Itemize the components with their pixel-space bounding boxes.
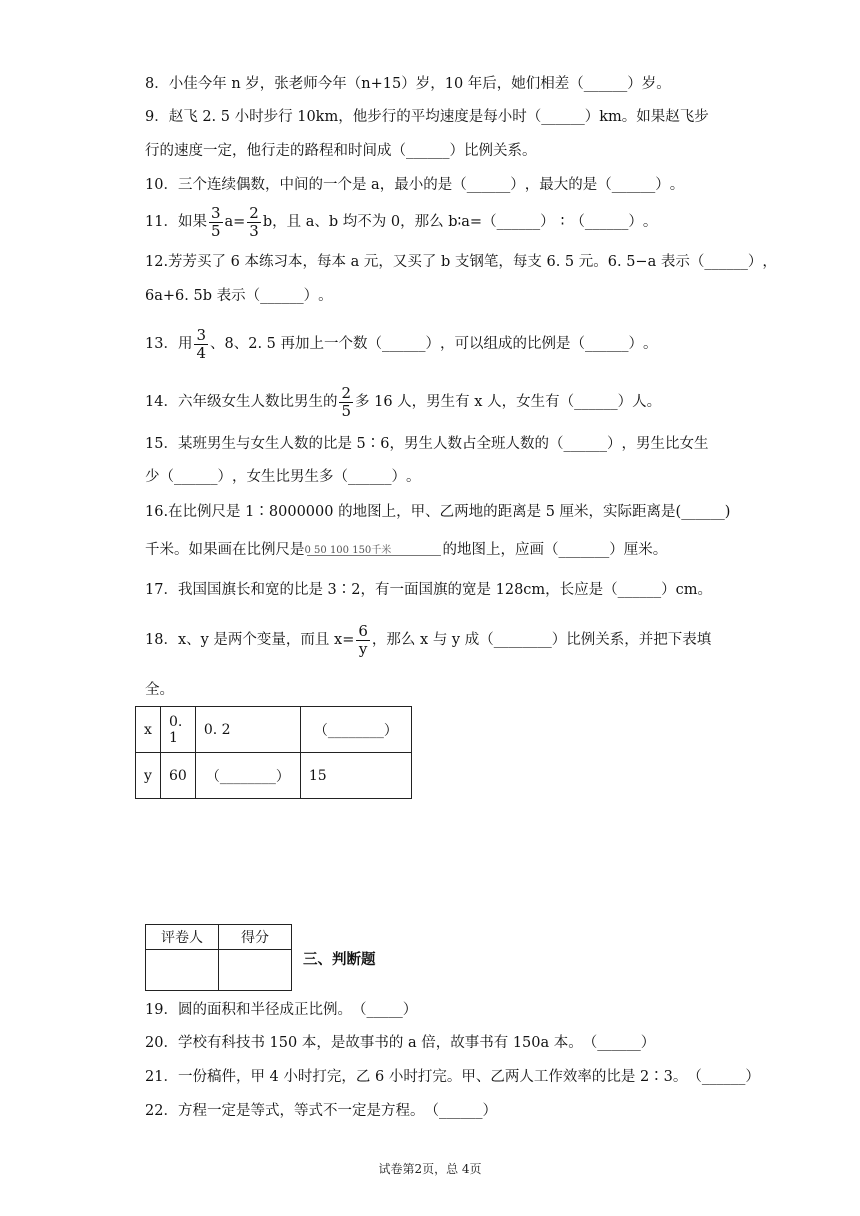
fraction-denominator: 5 [341, 401, 351, 420]
fraction-denominator: 3 [249, 221, 259, 240]
fraction-denominator: 4 [196, 343, 206, 362]
question-8-tail: 岁。 [641, 76, 671, 92]
question-20-text: 20．学校有科技书 150 本，是故事书的 a 倍，故事书有 150a 本。 [145, 1035, 583, 1051]
question-11-text-a: a= [224, 214, 246, 230]
question-8 [145, 74, 671, 94]
fraction [194, 327, 208, 362]
answer-blank[interactable]: （______） [570, 336, 644, 352]
grader-cell[interactable] [146, 950, 219, 991]
question-16-line-1 [145, 502, 730, 522]
question-15-text-cont: ，男生比女生 [621, 436, 709, 452]
table-cell: 15 [300, 753, 411, 799]
score-header: 得分 [219, 925, 292, 950]
question-9-line-2 [145, 141, 537, 161]
grader-header: 评卷人 [146, 925, 219, 950]
question-22-text: 22．方程一定是等式，等式不一定是方程。 [145, 1103, 425, 1119]
linear-scale-bar [305, 541, 443, 559]
question-15-tail: 。 [406, 469, 421, 485]
question-9-tail: 比例关系。 [464, 143, 537, 159]
question-9-line-1 [145, 107, 709, 127]
question-10-tail: 。 [669, 177, 685, 193]
table-cell: y [136, 753, 161, 799]
answer-blank[interactable]: （______） [689, 254, 763, 270]
answer-blank[interactable]: （______） [582, 1035, 656, 1051]
question-14 [145, 384, 661, 420]
fraction-denominator: 5 [210, 221, 221, 240]
scale-bar-labels: 0 50 100 150千米 [304, 545, 392, 556]
answer-blank[interactable]: （________） [195, 753, 300, 799]
answer-blank[interactable]: （______） [549, 436, 622, 452]
question-16-text: 16.在比例尺是 1∶8000000 的地图上，甲、乙两地的距离是 5 厘米，实际距离是 [145, 504, 676, 520]
fraction [247, 205, 261, 240]
fraction [356, 623, 370, 658]
answer-blank[interactable]: （______） [603, 582, 676, 598]
question-16-text-2: 千米。如果画在比例尺是 [145, 542, 305, 558]
question-15-line-2 [145, 467, 421, 487]
answer-blank[interactable]: （______） [367, 336, 441, 352]
question-19 [145, 1000, 417, 1020]
answer-blank[interactable]: （______） [526, 109, 600, 125]
table-row [136, 753, 412, 799]
answer-blank[interactable]: （______） [159, 469, 232, 485]
question-12-text: 12.芳芳买了 6 本练习本，每本 a 元，又买了 b 支钢笔，每支 6. 5 元。6. 5−a 表示 [145, 254, 690, 270]
question-16-line-2 [145, 540, 667, 560]
table-cell: 0. 2 [195, 707, 300, 753]
question-18-text-b: 比例关系，并把下表填 [566, 632, 712, 648]
question-18-tail: 全。 [145, 682, 174, 698]
answer-blank[interactable]: （______） [687, 1069, 760, 1085]
question-9-text-2: 行的速度一定，他行走的路程和时间成 [145, 143, 392, 159]
question-21 [145, 1067, 760, 1087]
question-11 [145, 204, 657, 240]
answer-blank[interactable]: （______） [333, 469, 406, 485]
answer-blank[interactable]: （______） [559, 394, 633, 410]
question-9-text: 9．赵飞 2. 5 小时步行 10km，他步行的平均速度是每小时 [145, 109, 527, 125]
fraction-numerator: 6 [358, 621, 368, 640]
table-row [146, 925, 292, 950]
question-13 [145, 326, 658, 362]
question-15-line-1 [145, 434, 709, 454]
answer-blank[interactable]: （______） [570, 214, 643, 230]
fraction [209, 205, 223, 240]
question-12-tail-1: ， [762, 254, 777, 270]
question-13-text: 13．用 [145, 336, 193, 352]
answer-blank[interactable]: （______） [452, 177, 525, 193]
xy-value-table [135, 706, 412, 799]
question-15-text: 15．某班男生与女生人数的比是 5∶6，男生人数占全班人数的 [145, 436, 550, 452]
question-20 [145, 1033, 655, 1053]
question-14-text-a: 多 16 人，男生有 x 人，女生有 [355, 394, 560, 410]
question-12-tail-2: 。 [318, 288, 333, 304]
answer-blank[interactable]: (______) [675, 504, 731, 520]
question-18-text-a: ，那么 x 与 y 成 [371, 632, 480, 648]
question-13-text-b: ，可以组成的比例是 [440, 336, 571, 352]
question-15-text-2: 少 [145, 469, 160, 485]
score-cell[interactable] [219, 950, 292, 991]
table-row [136, 707, 412, 753]
question-22 [145, 1101, 497, 1121]
question-13-tail: 。 [643, 336, 658, 352]
question-12-text-2: 6a+6. 5b 表示 [145, 288, 246, 304]
question-18-text: 18．x、y 是两个变量，而且 x= [145, 632, 355, 648]
question-14-tail: 人。 [632, 394, 662, 410]
question-14-text: 14．六年级女生人数比男生的 [145, 394, 338, 410]
section-title: 三、判断题 [303, 952, 376, 968]
answer-blank[interactable]: （________） [300, 707, 411, 753]
question-11-text: 11．如果 [145, 214, 207, 230]
answer-blank[interactable]: （_____） [351, 1002, 418, 1018]
fraction-numerator: 3 [196, 325, 206, 344]
table-cell: 60 [161, 753, 196, 799]
question-17-tail: cm。 [675, 582, 713, 598]
question-10-text-cont: ，最大的是 [524, 177, 598, 193]
question-16-tail: 厘米。 [623, 542, 668, 558]
answer-blank[interactable]: （______） [569, 76, 642, 92]
question-18-line-2 [145, 680, 174, 700]
answer-blank[interactable]: （______） [597, 177, 670, 193]
fraction-numerator: 3 [210, 203, 221, 222]
question-11-text-b: b，且 a、b 均不为 0，那么 b∶a= [262, 214, 483, 230]
table-cell: 0. 1 [161, 707, 196, 753]
answer-blank[interactable]: （_______） [544, 542, 624, 558]
fraction [339, 385, 353, 420]
scale-bar-line [307, 555, 441, 556]
answer-blank[interactable]: （________） [479, 632, 567, 648]
grader-score-table [145, 924, 292, 991]
table-cell: x [136, 707, 161, 753]
question-11-tail: 。 [642, 214, 658, 230]
question-12-line-1 [145, 252, 777, 272]
question-10-text: 10．三个连续偶数，中间的一个是 a，最小的是 [145, 177, 453, 193]
question-9-text-cont: km。如果赵飞步 [599, 109, 709, 125]
fraction-numerator: 2 [249, 203, 259, 222]
question-17-text: 17．我国国旗长和宽的比是 3∶2，有一面国旗的宽是 128cm，长应是 [145, 582, 604, 598]
fraction-denominator: y [358, 639, 368, 658]
question-15-text-3: ，女生比男生多 [232, 469, 334, 485]
question-12-line-2 [145, 286, 333, 306]
question-17 [145, 580, 712, 600]
answer-blank[interactable]: （______） [424, 1103, 497, 1119]
question-13-text-a: 、8、2. 5 再加上一个数 [210, 336, 368, 352]
answer-blank[interactable]: （______） [482, 214, 555, 230]
question-8-text: 8．小佳今年 n 岁，张老师今年（n+15）岁，10 年后，她们相差 [145, 76, 570, 92]
question-19-text: 19．圆的面积和半径成正比例。 [145, 1002, 352, 1018]
fraction-numerator: 2 [341, 383, 351, 402]
table-row [146, 950, 292, 991]
ratio-colon: ∶ [560, 214, 565, 230]
question-16-text-3: 的地图上，应画 [442, 542, 544, 558]
answer-blank[interactable]: （______） [391, 143, 464, 159]
answer-blank[interactable]: （______） [245, 288, 319, 304]
question-18 [145, 620, 711, 660]
page-footer: 试卷第2页，总 4页 [378, 1162, 482, 1176]
question-10 [145, 175, 684, 195]
question-21-text: 21．一份稿件，甲 4 小时打完，乙 6 小时打完。甲、乙两人工作效率的比是 2∶3。 [145, 1069, 688, 1085]
